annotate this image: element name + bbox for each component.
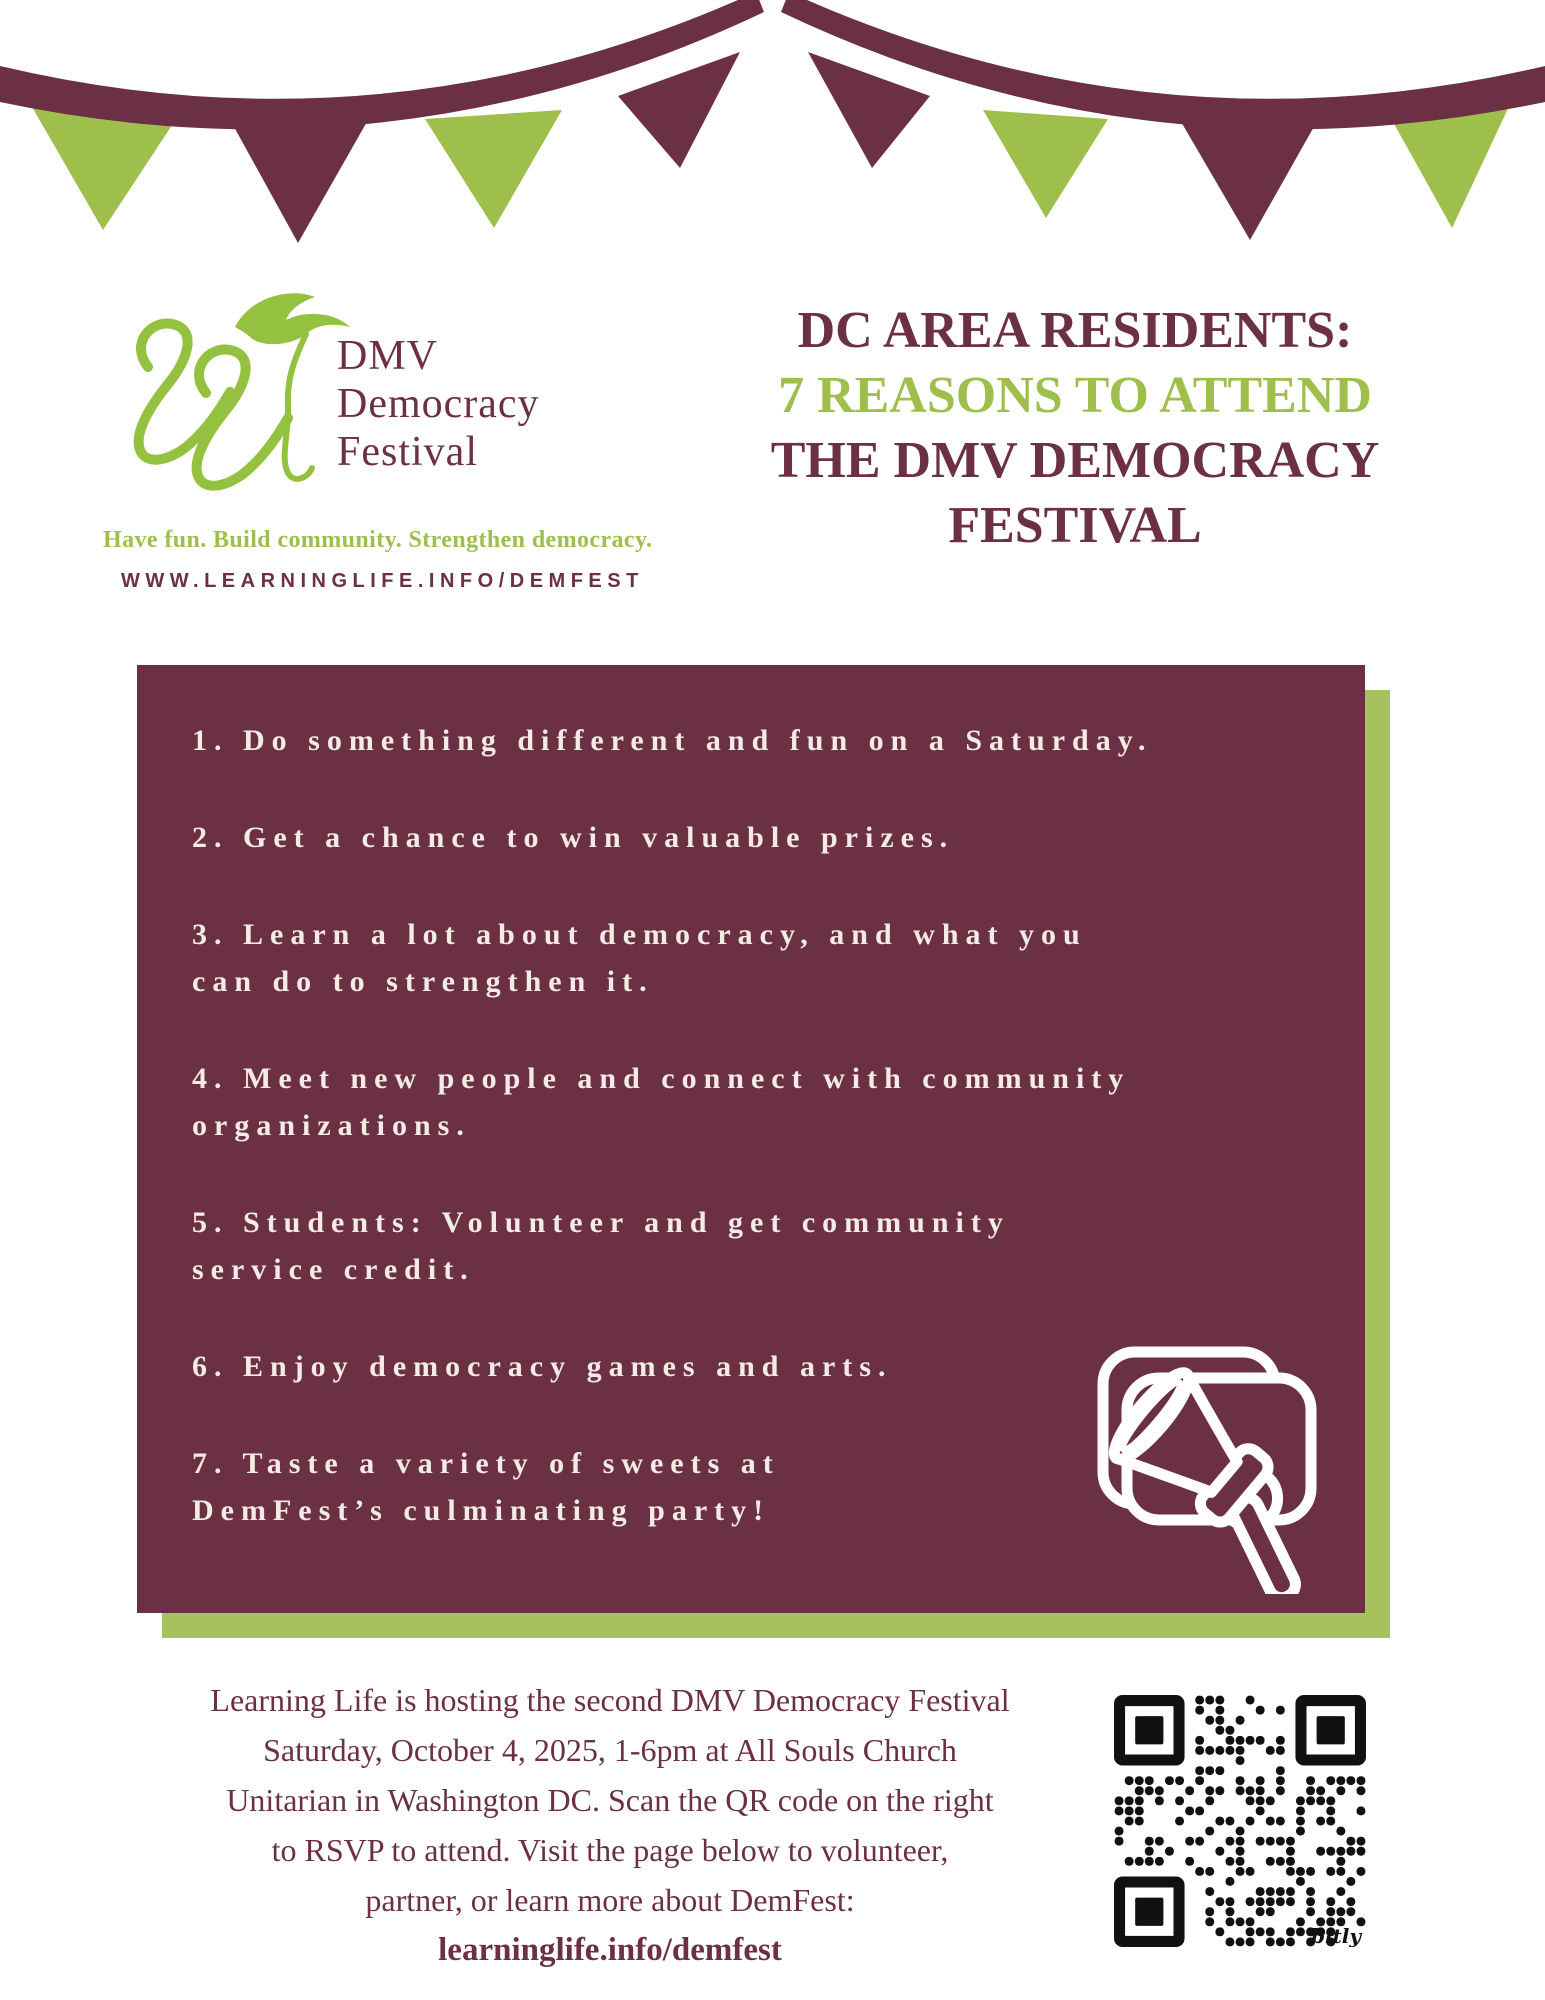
logo-name-line: Democracy: [337, 381, 540, 427]
text-line: 6. Enjoy democracy games and arts.: [192, 1350, 893, 1383]
event-details: [110, 1675, 1110, 1925]
qr-brand-label: bitly: [1310, 1924, 1361, 1947]
script-l: [139, 324, 230, 460]
headline-line: 7 REASONS TO ATTEND: [778, 367, 1372, 424]
logo-name-line: Festival: [337, 429, 478, 475]
headline-line: FESTIVAL: [948, 497, 1202, 554]
headline: [690, 298, 1460, 558]
pennant: [618, 52, 740, 168]
text-line: organizations.: [192, 1109, 471, 1142]
text-line: 4. Meet new people and connect with community: [192, 1062, 1131, 1095]
logo-name-line: DMV: [337, 333, 439, 379]
logo-name: [337, 332, 540, 476]
website-link[interactable]: WWW.LEARNINGLIFE.INFO/DEMFEST: [121, 570, 644, 592]
bunting-banner: [0, 0, 1545, 260]
text-line: can do to strengthen it.: [192, 965, 654, 998]
headline-line: DC AREA RESIDENTS:: [797, 302, 1353, 359]
pennant: [425, 110, 562, 228]
text-line: service credit.: [192, 1253, 475, 1286]
text-line: 3. Learn a lot about democracy, and what you: [192, 918, 1087, 951]
text-line: DemFest’s culminating party!: [192, 1494, 771, 1527]
pennant: [1180, 116, 1320, 240]
reason-item: [192, 1199, 1325, 1293]
reason-item: [192, 911, 1325, 1005]
text-line: 1. Do something different and fun on a Saturday.: [192, 724, 1153, 757]
pennant: [983, 110, 1108, 218]
details-link[interactable]: learninglife.info/demfest: [438, 1932, 782, 1968]
tagline: Have fun. Build community. Strengthen democracy.: [103, 527, 653, 553]
text-line: Unitarian in Washington DC. Scan the QR code on the right: [226, 1782, 994, 1818]
headline-line: THE DMV DEMOCRACY: [770, 432, 1380, 489]
pennant: [808, 52, 930, 168]
reason-item: [192, 717, 1325, 764]
pennant-flags: [28, 52, 1512, 243]
ll-monogram-icon: [110, 282, 360, 497]
reason-item: [192, 1055, 1325, 1149]
reason-item: [192, 814, 1325, 861]
text-line: Saturday, October 4, 2025, 1-6pm at All Souls Church: [263, 1732, 957, 1768]
text-line: 5. Students: Volunteer and get community: [192, 1206, 1010, 1239]
logo-swash: [285, 334, 312, 479]
pennant: [228, 116, 368, 243]
text-line: 7. Taste a variety of sweets at: [192, 1447, 780, 1480]
megaphone-icon: [1085, 1342, 1337, 1594]
text-line: Learning Life is hosting the second DMV Democracy Festival: [210, 1682, 1010, 1718]
qr-code: [1114, 1695, 1366, 1947]
text-line: partner, or learn more about DemFest:: [365, 1882, 855, 1918]
text-line: to RSVP to attend. Visit the page below to volunteer,: [271, 1832, 949, 1868]
bird-icon: [235, 293, 350, 344]
text-line: 2. Get a chance to win valuable prizes.: [192, 821, 955, 854]
